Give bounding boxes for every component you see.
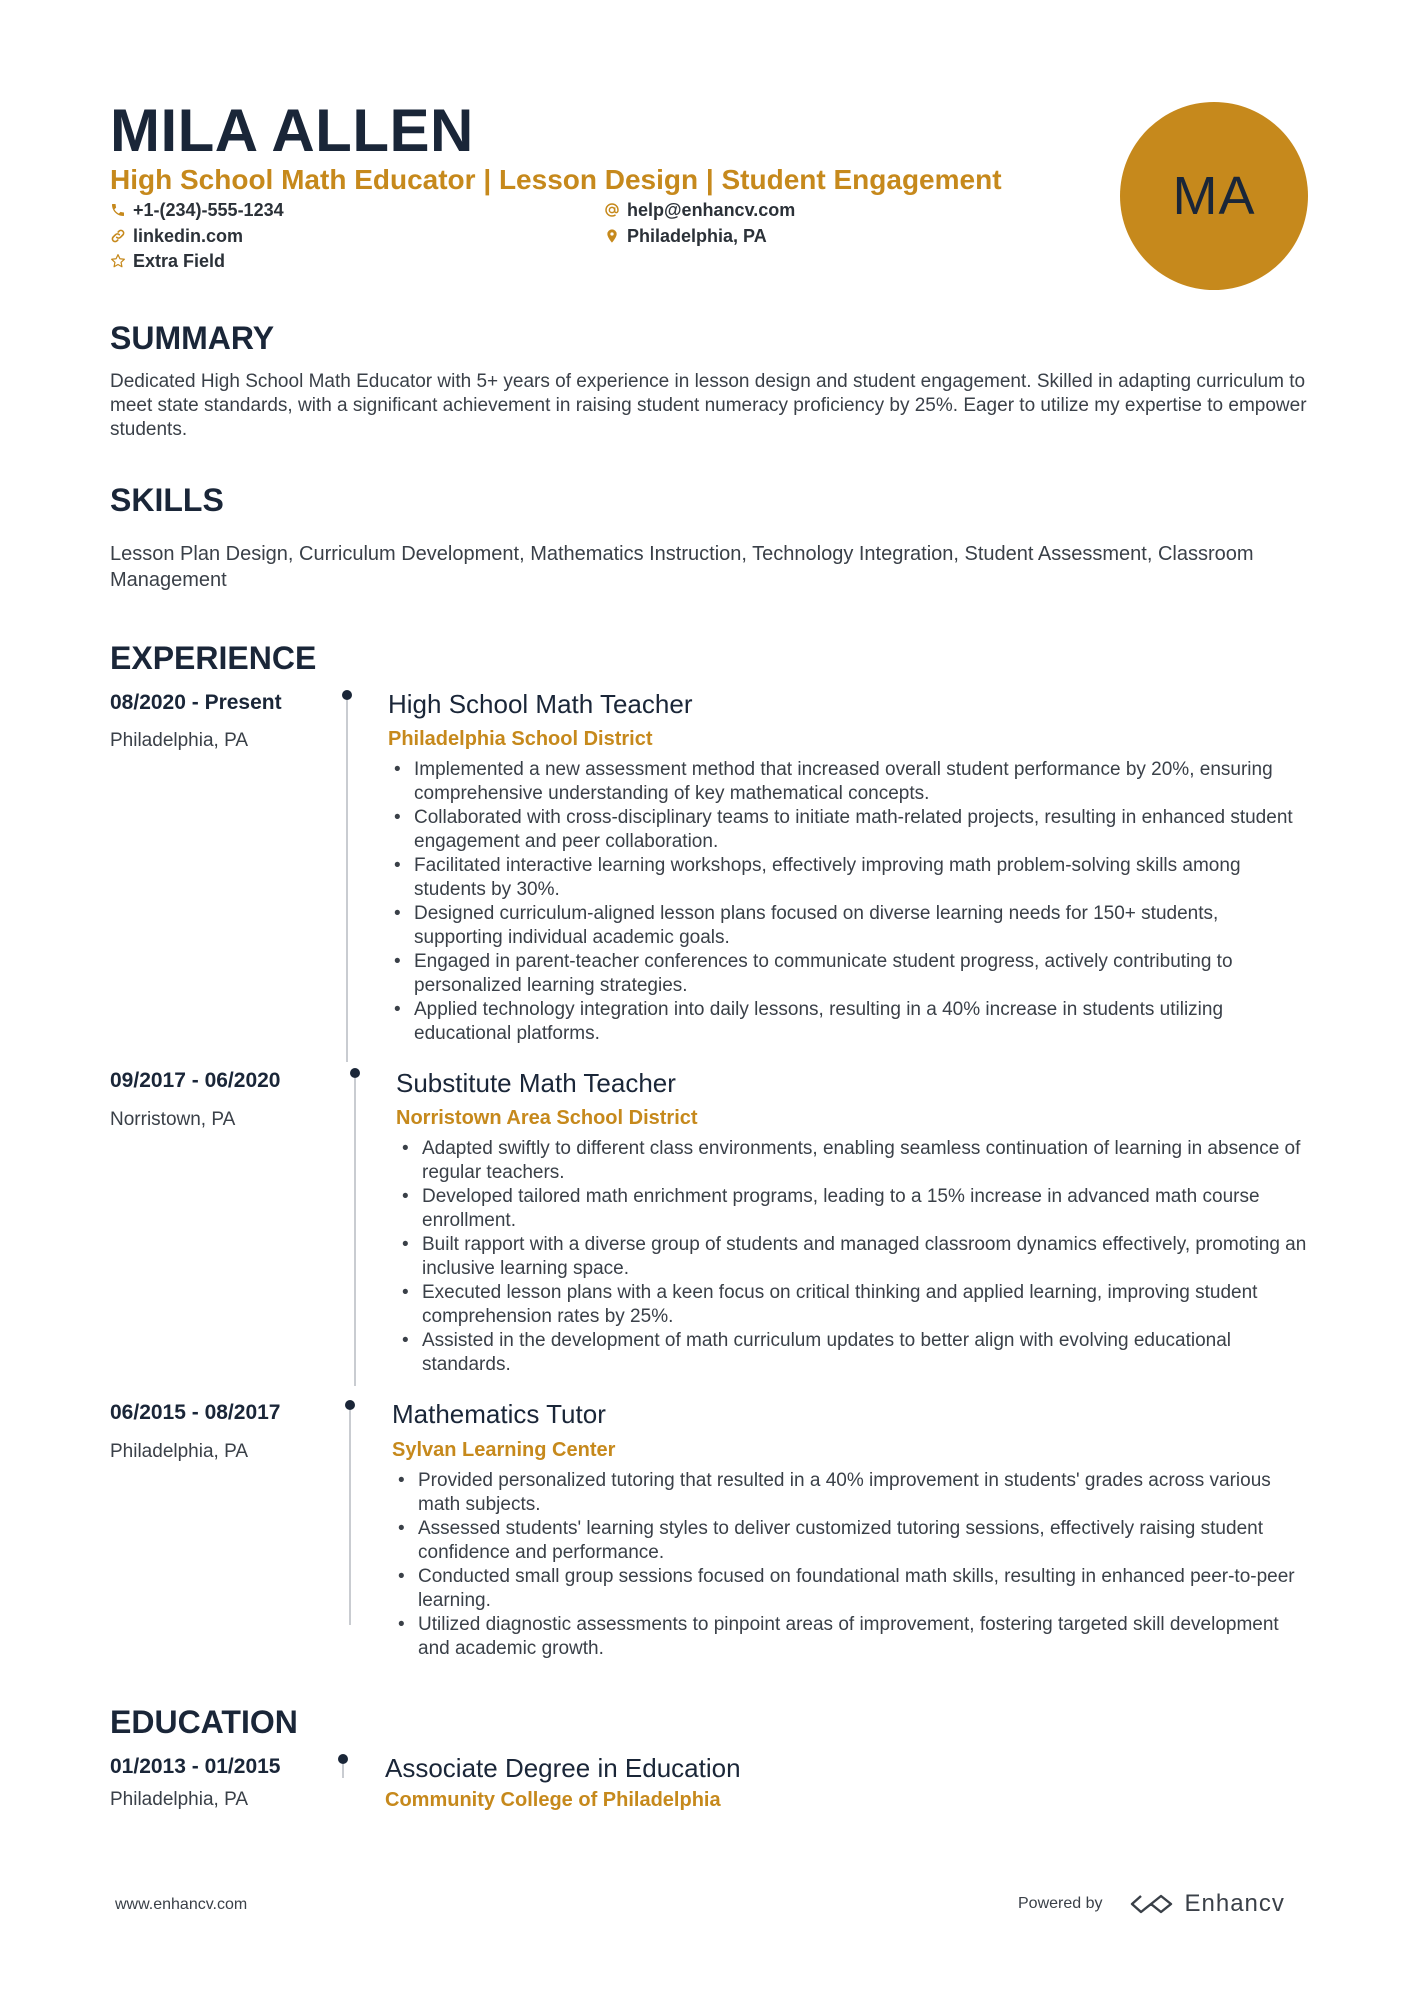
phone-icon [110,202,126,218]
list-item: • Utilized diagnostic assessments to pinpoint areas of improvement, fostering targeted skill development and academic growth. [392,1613,1310,1661]
powered-by-text: Powered by [1018,1895,1103,1912]
enhancv-logo-icon [1129,1892,1175,1916]
timeline-line [354,1078,356,1386]
job-title: Mathematics Tutor [392,1399,606,1429]
job-dates: 06/2015 - 08/2017 [110,1401,281,1424]
timeline-line [342,1764,344,1778]
phone-text: +1-(234)-555-1234 [133,200,284,220]
timeline-dot [345,1400,355,1410]
timeline-dot [338,1754,348,1764]
list-item: • Designed curriculum-aligned lesson plans focused on diverse learning needs for 150+ students, supporting individual academic goals. [388,902,1310,950]
timeline-dot [350,1068,360,1078]
list-item: • Built rapport with a diverse group of students and managed classroom dynamics effectively, promoting an inclusive learning space. [396,1233,1310,1281]
map-pin-icon [604,228,620,244]
footer-branding [1018,1890,1285,1918]
job-title: High School Math Teacher [388,689,693,719]
list-item: • Implemented a new assessment method that increased overall student performance by 20%, ensuring comprehensive understanding of key mathematical concepts. [388,758,1310,806]
extra-field-text: Extra Field [133,251,226,271]
brand-name: Enhancv [1184,1890,1285,1917]
education-school: Community College of Philadelphia [385,1789,721,1811]
job-dates: 08/2020 - Present [110,691,282,714]
summary-title: SUMMARY [110,320,275,356]
contact-email[interactable] [604,199,795,221]
footer-website[interactable]: www.enhancv.com [115,1896,248,1913]
list-item: • Assisted in the development of math curriculum updates to better align with evolving educational standards. [396,1329,1310,1377]
education-dates: 01/2013 - 01/2015 [110,1755,281,1778]
experience-title: EXPERIENCE [110,640,317,676]
list-item: • Adapted swiftly to different class environments, enabling seamless continuation of learning in absence of regular teachers. [396,1137,1310,1185]
list-item: • Assessed students' learning styles to deliver customized tutoring sessions, effectively raising student confidence and performance. [392,1517,1310,1565]
education-degree: Associate Degree in Education [385,1753,741,1783]
avatar [1120,102,1308,290]
summary-text: Dedicated High School Math Educator with 5+ years of experience in lesson design and student engagement. Skilled in adapting curriculum to meet state standards, with a significant achievement in raising student numeracy proficiency by 25%. Eager to utilize my expertise to empower students. [110,371,1307,440]
contact-phone [110,199,284,221]
job-dates: 09/2017 - 06/2020 [110,1069,281,1092]
job-bullets [392,1469,1310,1661]
job-company: Sylvan Learning Center [392,1439,616,1461]
contact-location [604,225,767,247]
job-company: Norristown Area School District [396,1107,698,1129]
star-icon [110,253,126,269]
list-item: • Provided personalized tutoring that resulted in a 40% improvement in students' grades across various math subjects. [392,1469,1310,1517]
list-item: • Collaborated with cross-disciplinary teams to initiate math-related projects, resulting in enhanced student engagement and peer collaboration. [388,806,1310,854]
education-title: EDUCATION [110,1704,298,1740]
list-item: • Developed tailored math enrichment programs, leading to a 15% increase in advanced math course enrollment. [396,1185,1310,1233]
skills-title: SKILLS [110,482,224,518]
list-item: • Executed lesson plans with a keen focus on critical thinking and applied learning, improving student comprehension rates by 25%. [396,1281,1310,1329]
job-bullets [388,758,1310,1046]
contact-extra [110,250,225,272]
timeline-dot [342,690,352,700]
job-location: Norristown, PA [110,1109,236,1130]
job-location: Philadelphia, PA [110,730,249,751]
education-location: Philadelphia, PA [110,1789,249,1810]
list-item: • Applied technology integration into daily lessons, resulting in a 40% increase in students utilizing educational platforms. [388,998,1310,1046]
job-location: Philadelphia, PA [110,1441,249,1462]
skills-text: Lesson Plan Design, Curriculum Development, Mathematics Instruction, Technology Integration, Student Assessment, Classroom Management [110,543,1254,591]
email-text: help@enhancv.com [627,200,796,220]
job-title: Substitute Math Teacher [396,1068,676,1098]
linkedin-text: linkedin.com [133,226,244,246]
list-item: • Conducted small group sessions focused on foundational math skills, resulting in enhanced peer-to-peer learning. [392,1565,1310,1613]
contact-linkedin[interactable] [110,225,243,247]
job-bullets [396,1137,1310,1377]
timeline-line [346,700,348,1062]
candidate-tagline: High School Math Educator | Lesson Design | Student Engagement [110,164,1002,195]
list-item: • Facilitated interactive learning workshops, effectively improving math problem-solving skills among students by 30%. [388,854,1310,902]
job-company: Philadelphia School District [388,728,653,750]
candidate-name: MILA ALLEN [110,97,474,164]
at-sign-icon [604,202,620,218]
list-item: • Engaged in parent-teacher conferences to communicate student progress, actively contributing to personalized learning strategies. [388,950,1310,998]
timeline-line [349,1410,351,1625]
avatar-initials: MA [1172,166,1256,226]
location-text: Philadelphia, PA [627,226,767,246]
link-icon [110,228,126,244]
